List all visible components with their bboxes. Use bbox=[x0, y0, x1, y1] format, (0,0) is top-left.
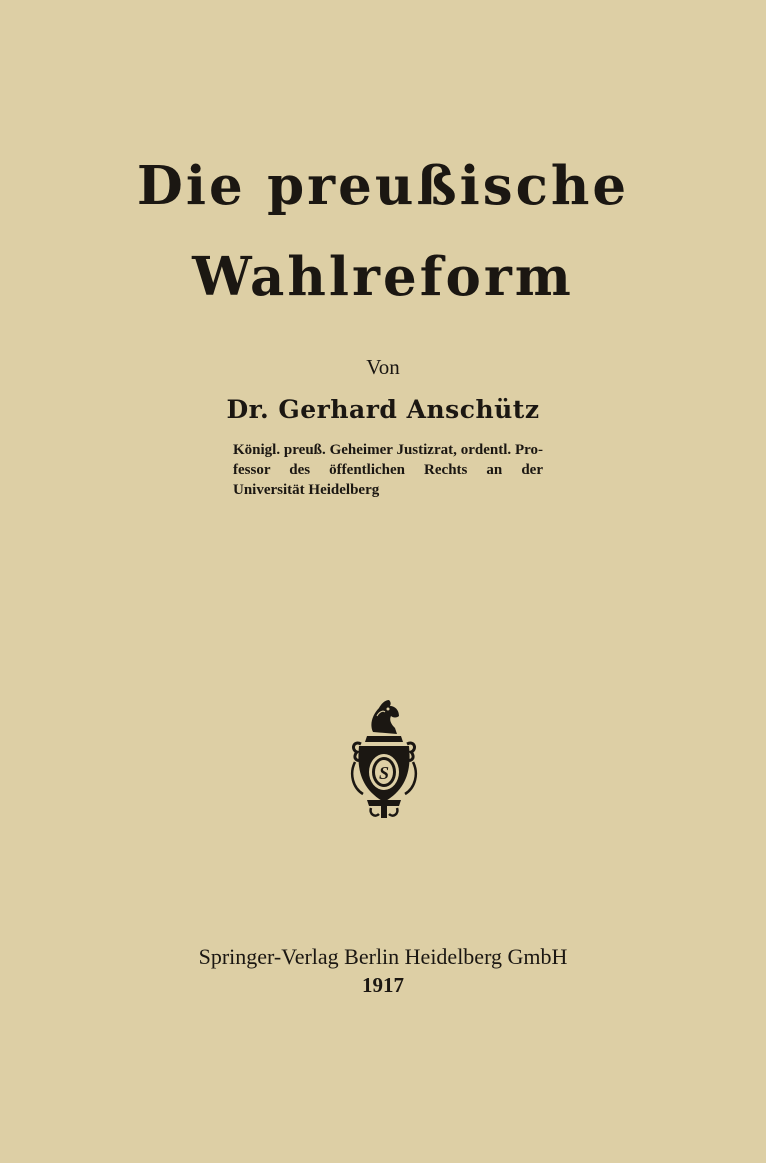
by-label: Von bbox=[366, 355, 400, 379]
springer-chess-knight-emblem-icon bbox=[349, 696, 419, 822]
author-name: Dr. Gerhard Anschütz bbox=[226, 395, 540, 424]
publication-year: 1917 bbox=[362, 973, 404, 997]
credentials-line-3: Universität Heidelberg bbox=[233, 482, 380, 498]
title-line-1: Die preußische bbox=[136, 155, 630, 217]
author-credentials bbox=[233, 440, 543, 500]
logo-monogram: S bbox=[378, 763, 390, 783]
credentials-line-2: fessor des öffentlichen Rechts an der bbox=[233, 462, 543, 478]
credentials-line-1: Königl. preuß. Geheimer Justizrat, ordentl. Pro- bbox=[233, 442, 543, 458]
publisher-name: Springer-Verlag Berlin Heidelberg GmbH bbox=[198, 944, 568, 969]
title-line-2: Wahlreform bbox=[192, 246, 574, 308]
